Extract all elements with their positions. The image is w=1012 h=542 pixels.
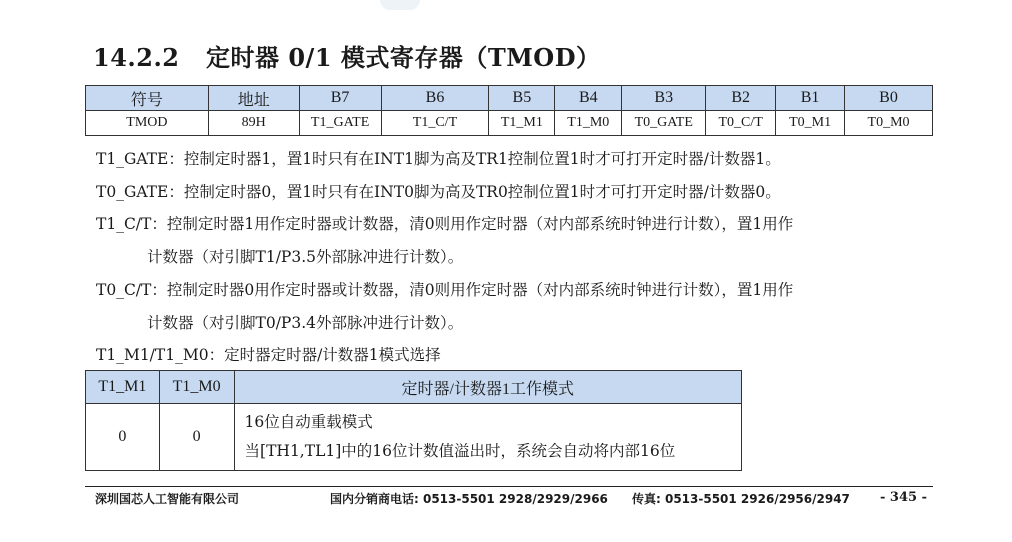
section-title: 定时器 0/1 模式寄存器（TMOD） [206,43,601,72]
t0-ct-description-continued: 计数器（对引脚T0/P3.4外部脉冲进行计数）。 [147,314,464,332]
footer-divider [85,486,933,487]
table-cell: T1_GATE [299,111,381,136]
header-cell: B7 [299,86,381,111]
table-cell: T0_GATE [622,111,706,136]
header-cell: B3 [622,86,706,111]
header-cell: B5 [489,86,555,111]
header-cell: B6 [381,86,489,111]
t1-ct-description-continued: 计数器（对引脚T1/P3.5外部脉冲进行计数）。 [147,248,464,266]
table-cell: T1_M0 [555,111,622,136]
t1-mode-table [85,370,742,471]
table-cell: 0 [159,404,234,471]
mode-detail: 当[TH1,TL1]中的16位计数值溢出时，系统会自动将内部16位 [244,442,676,460]
footer-sales-phone: 国内分销商电话: 0513-5501 2928/2929/2966 [330,492,608,506]
page-number: - 345 - [880,490,927,505]
t1-gate-description: T1_GATE：控制定时器1，置1时只有在INT1脚为高及TR1控制位置1时才可打开定时器/计数器1。 [96,150,781,168]
header-cell: T1_M0 [159,371,234,404]
t1-mode-select-label: T1_M1/T1_M0：定时器定时器/计数器1模式选择 [96,346,441,364]
table-row [86,111,933,136]
section-heading [93,38,601,73]
logo-watermark [380,0,420,10]
table-row [86,404,742,471]
header-cell: 地址 [208,86,299,111]
table-cell: T0_M0 [845,111,933,136]
footer-company: 深圳国芯人工智能有限公司 [95,492,240,506]
section-number: 14.2.2 [93,43,180,72]
header-cell: 符号 [86,86,209,111]
header-cell: B2 [706,86,776,111]
header-cell: B1 [776,86,845,111]
t0-gate-description: T0_GATE：控制定时器0，置1时只有在INT0脚为高及TR0控制位置1时才可打开定时器/计数器0。 [96,183,781,201]
table-cell: TMOD [86,111,209,136]
mode-description-cell [234,404,741,471]
header-cell: B4 [555,86,622,111]
tmod-register-table [85,85,933,136]
table-cell: T1_M1 [489,111,555,136]
table-cell: T1_C/T [381,111,489,136]
table-cell: T0_C/T [706,111,776,136]
header-cell: 定时器/计数器1工作模式 [234,371,741,404]
table-cell: 89H [208,111,299,136]
t0-ct-description: T0_C/T：控制定时器0用作定时器或计数器，清0则用作定时器（对内部系统时钟进行计数），置1用作 [96,281,794,299]
table-cell: T0_M1 [776,111,845,136]
table-header-row [86,371,742,404]
footer-fax: 传真: 0513-5501 2926/2956/2947 [632,492,850,506]
header-cell: T1_M1 [86,371,160,404]
table-cell: 0 [86,404,160,471]
t1-ct-description: T1_C/T：控制定时器1用作定时器或计数器，清0则用作定时器（对内部系统时钟进行计数），置1用作 [96,215,794,233]
table-header-row [86,86,933,111]
header-cell: B0 [845,86,933,111]
mode-title: 16位自动重载模式 [244,413,373,431]
